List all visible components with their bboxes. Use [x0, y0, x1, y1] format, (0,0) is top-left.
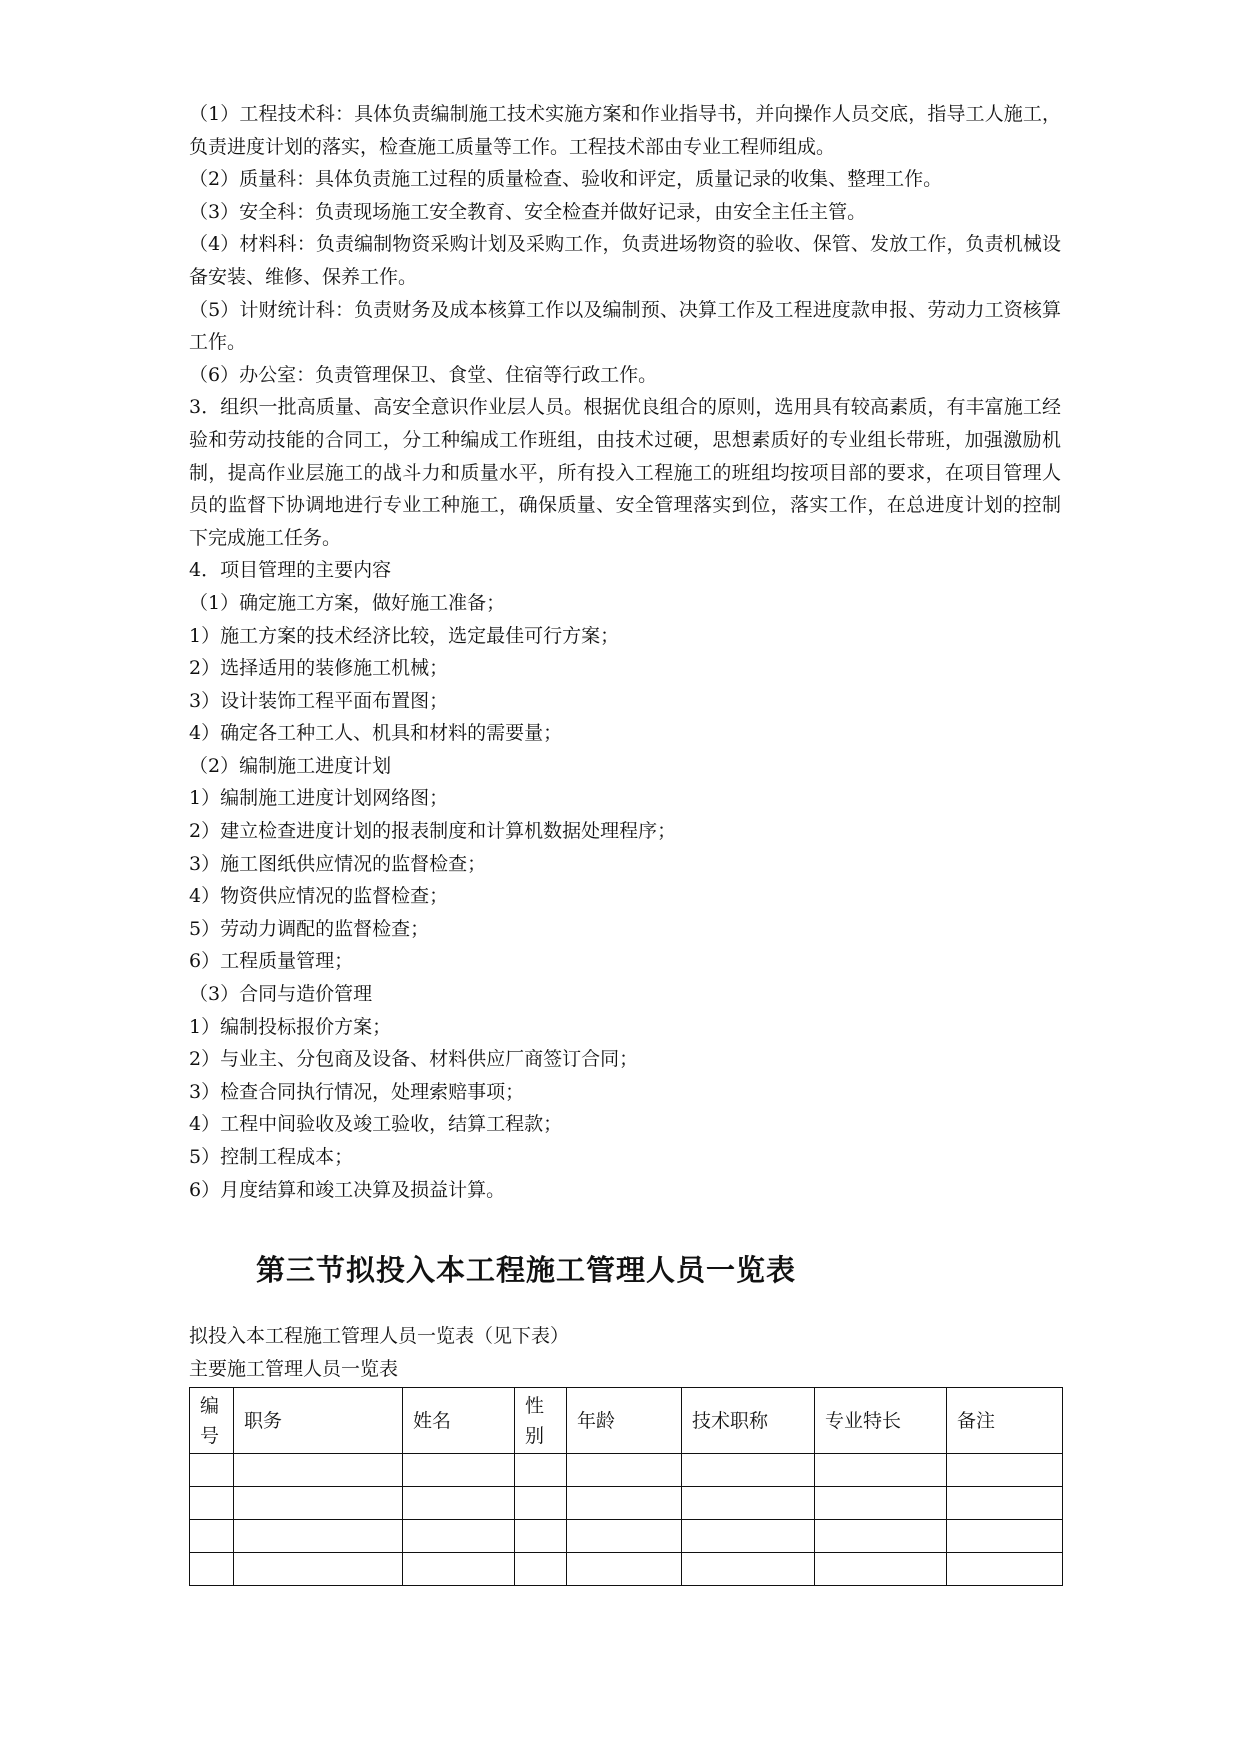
- intro-line: 拟投入本工程施工管理人员一览表（见下表）: [189, 1325, 570, 1347]
- paragraph-office: （6）办公室：负责管理保卫、食堂、住宿等行政工作。: [189, 363, 658, 386]
- list-item: 6）工程质量管理；: [189, 950, 354, 973]
- table-cell: [515, 1454, 567, 1487]
- list-item: 1）施工方案的技术经济比较，选定最佳可行方案；: [189, 624, 620, 647]
- table-cell: [947, 1454, 1063, 1487]
- subheading-construction-plan: （1）确定施工方案，做好施工准备；: [189, 591, 506, 614]
- table-row: [190, 1454, 1063, 1487]
- list-item: 2）建立检查进度计划的报表制度和计算机数据处理程序；: [189, 820, 677, 843]
- table-cell: [515, 1553, 567, 1586]
- paragraph-materials-dept: （4）材料科：负责编制物资采购计划及采购工作，负责进场物资的验收、保管、发放工作，负责机械设备安装、维修、保养工作。: [189, 233, 1061, 288]
- section-title: 第三节拟投入本工程施工管理人员一览表: [256, 1253, 797, 1287]
- table-cell: [815, 1553, 947, 1586]
- table-cell: [567, 1487, 682, 1520]
- header-cell-title: 技术职称: [682, 1388, 815, 1454]
- body-text: [189, 98, 1061, 1206]
- table-cell: [234, 1553, 403, 1586]
- subheading-contract-cost: （3）合同与造价管理: [189, 983, 373, 1006]
- table-cell: [190, 1487, 234, 1520]
- list-item: 2）选择适用的装修施工机械；: [189, 657, 449, 680]
- table-cell: [190, 1553, 234, 1586]
- table-cell: [682, 1520, 815, 1553]
- table-row: [190, 1553, 1063, 1586]
- list-item: 6）月度结算和竣工决算及损益计算。: [189, 1178, 506, 1201]
- table-cell: [234, 1520, 403, 1553]
- table-row: [190, 1487, 1063, 1520]
- table-cell: [567, 1520, 682, 1553]
- table-cell: [403, 1553, 515, 1586]
- table-cell: [815, 1487, 947, 1520]
- header-cell-name: 姓名: [403, 1388, 515, 1454]
- table-cell: [403, 1454, 515, 1487]
- list-item: 4）确定各工种工人、机具和材料的需要量；: [189, 722, 563, 745]
- table-cell: [947, 1553, 1063, 1586]
- list-item: 3）设计装饰工程平面布置图；: [189, 689, 449, 712]
- table-caption: 主要施工管理人员一览表: [189, 1358, 399, 1380]
- header-cell-number: 编号: [190, 1388, 234, 1454]
- table-row: [190, 1520, 1063, 1553]
- list-item: 3）施工图纸供应情况的监督检查；: [189, 852, 487, 875]
- table-cell: [190, 1520, 234, 1553]
- list-item: 1）编制投标报价方案；: [189, 1015, 392, 1038]
- table-cell: [947, 1520, 1063, 1553]
- table-cell: [682, 1454, 815, 1487]
- table-cell: [234, 1487, 403, 1520]
- list-item: 5）控制工程成本；: [189, 1146, 354, 1168]
- subheading-schedule: （2）编制施工进度计划: [189, 754, 392, 777]
- staff-table: [189, 1387, 1063, 1586]
- list-item: 4）物资供应情况的监督检查；: [189, 885, 449, 908]
- header-cell-specialty: 专业特长: [815, 1388, 947, 1454]
- table-cell: [682, 1553, 815, 1586]
- table-cell: [515, 1520, 567, 1553]
- header-cell-position: 职务: [234, 1388, 403, 1454]
- list-item: 5）劳动力调配的监督检查；: [189, 917, 430, 940]
- table-cell: [515, 1487, 567, 1520]
- paragraph-engineering-dept: （1）工程技术科：具体负责编制施工技术实施方案和作业指导书，并向操作人员交底，指导工人施工，负责进度计划的落实，检查施工质量等工作。工程技术部由专业工程师组成。: [189, 103, 1061, 158]
- table-cell: [403, 1487, 515, 1520]
- table-cell: [682, 1487, 815, 1520]
- paragraph-workforce: 3．组织一批高质量、高安全意识作业层人员。根据优良组合的原则，选用具有较高素质，有丰富施工经验和劳动技能的合同工，分工种编成工作班组，由技术过硬，思想素质好的专业组长带班，加强激励机制，提高作业层施工的战斗力和质量水平，所有投入工程施工的班组均按项目部的要求，在项目管理人员的监督下协调地进行专业工种施工，确保质量、安全管理落实到位，落实工作，在总进度计划的控制下完成施工任务。: [189, 396, 1061, 549]
- table-header-row: [190, 1388, 1063, 1454]
- paragraph-safety-dept: （3）安全科：负责现场施工安全教育、安全检查并做好记录，由安全主任主管。: [189, 200, 867, 223]
- header-cell-age: 年龄: [567, 1388, 682, 1454]
- list-item: 3）检查合同执行情况，处理索赔事项；: [189, 1080, 525, 1103]
- table-intro: [189, 1320, 1061, 1386]
- paragraph-quality-dept: （2）质量科：具体负责施工过程的质量检查、验收和评定，质量记录的收集、整理工作。: [189, 168, 943, 191]
- table-cell: [567, 1454, 682, 1487]
- list-item: 4）工程中间验收及竣工验收，结算工程款；: [189, 1113, 563, 1136]
- table-cell: [567, 1553, 682, 1586]
- table-cell: [947, 1487, 1063, 1520]
- list-item: 1）编制施工进度计划网络图；: [189, 787, 449, 810]
- list-item: 2）与业主、分包商及设备、材料供应厂商签订合同；: [189, 1048, 639, 1071]
- paragraph-finance-dept: （5）计财统计科：负责财务及成本核算工作以及编制预、决算工作及工程进度款申报、劳动力工资核算工作。: [189, 298, 1061, 354]
- table-cell: [234, 1454, 403, 1487]
- table-cell: [815, 1520, 947, 1553]
- header-cell-gender: 性别: [515, 1388, 567, 1454]
- table-cell: [403, 1520, 515, 1553]
- heading-project-management: 4．项目管理的主要内容: [189, 559, 392, 582]
- header-cell-remarks: 备注: [947, 1388, 1063, 1454]
- table-cell: [815, 1454, 947, 1487]
- table-cell: [190, 1454, 234, 1487]
